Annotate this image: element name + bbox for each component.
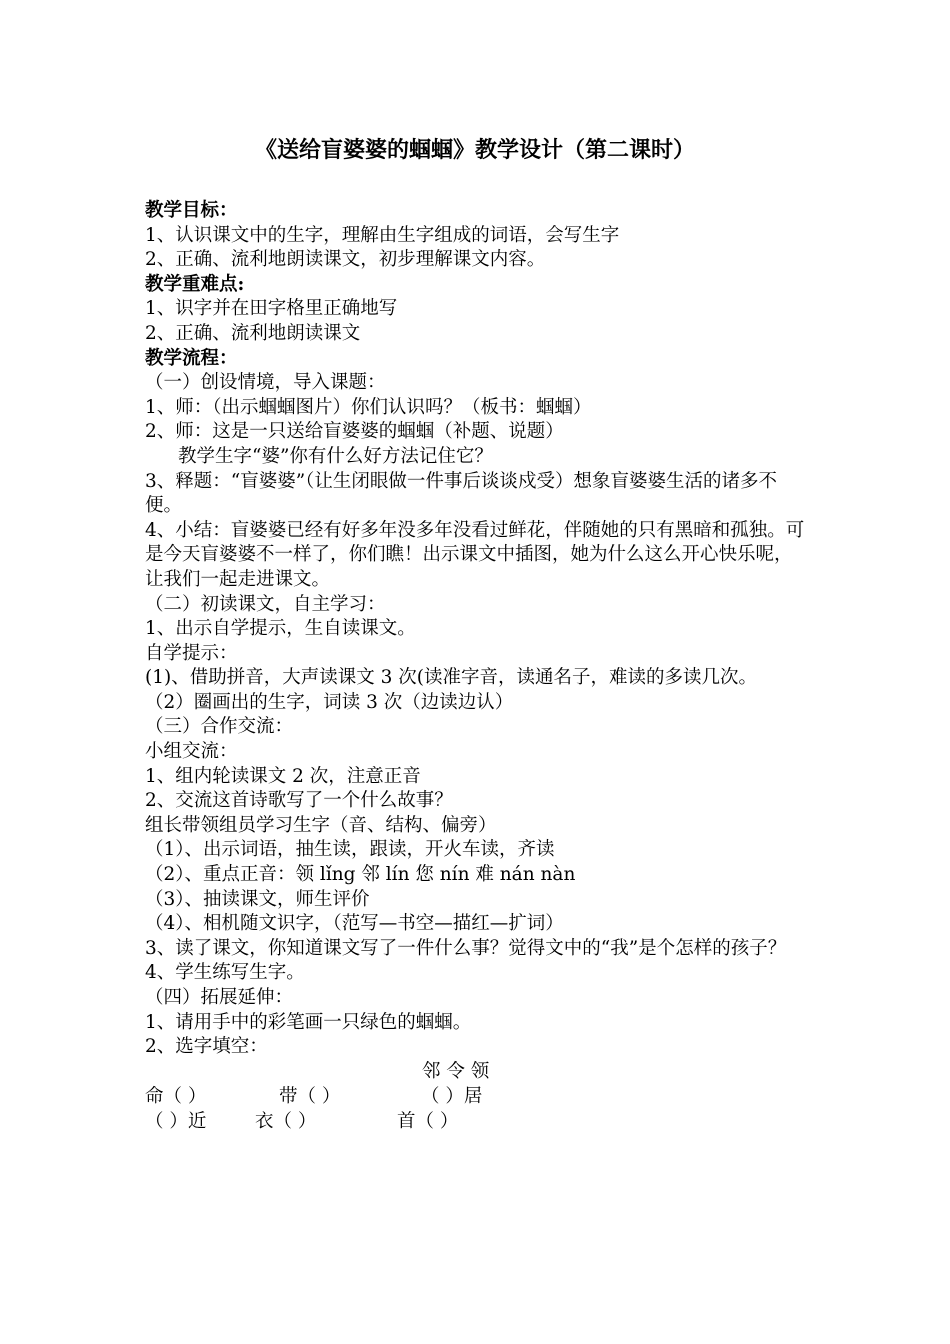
section-heading: （三）合作交流： — [145, 716, 294, 738]
paragraph-line: 组长带领组员学习生字（音、结构、偏旁） — [145, 814, 497, 836]
paragraph-line: （3）、抽读课文，师生评价 — [145, 888, 370, 910]
page-title: 《送给盲婆婆的蝈蝈》教学设计（第二课时） — [254, 137, 695, 163]
key-point-item: 1、识字并在田字格里正确地写 — [145, 298, 398, 320]
key-points-heading: 教学重难点: — [145, 273, 245, 295]
exercise-blank: 命（ ） — [145, 1085, 207, 1107]
paragraph-line: 小组交流： — [145, 741, 238, 763]
paragraph-line: 1、出示自学提示，生自读课文。 — [145, 618, 416, 640]
objective-item: 2、正确、流利地朗读课文，初步理解课文内容。 — [145, 249, 546, 271]
paragraph-line: （2）、重点正音：领 lǐng 邻 lín 您 nín 难 nán nàn — [145, 864, 576, 886]
exercise-blank: （ ）近 — [145, 1110, 207, 1132]
exercise-blank: 首（ ） — [397, 1110, 459, 1132]
paragraph-line: 2、交流这首诗歌写了一个什么故事？ — [145, 790, 453, 812]
paragraph-line: 2、师：这是一只送给盲婆婆的蝈蝈（补题、说题） — [145, 421, 564, 443]
section-heading: （一）创设情境，导入课题： — [145, 372, 386, 394]
paragraph-line: 1、请用手中的彩笔画一只绿色的蝈蝈。 — [145, 1011, 472, 1033]
paragraph-line: 教学生字“婆”你有什么好方法记住它？ — [178, 445, 493, 467]
section-heading: （四）拓展延伸： — [145, 987, 294, 1008]
paragraph-line: （1）、出示词语，抽生读，跟读，开火车读，齐读 — [145, 839, 555, 861]
document-body — [145, 199, 810, 1160]
paragraph-line: 4、小结：盲婆婆已经有好多年没多年没看过鲜花，伴随她的只有黑暗和孤独。可是今天盲婆婆不一样了，你们瞧！出示课文中插图，她为什么这么开心快乐呢，让我们一起走进课文。 — [145, 519, 805, 590]
paragraph-line: 1、组内轮读课文 2 次，注意正音 — [145, 765, 421, 787]
exercise-blank: 带（ ） — [279, 1085, 341, 1107]
exercise-blank: （ ）居 — [421, 1085, 483, 1107]
paragraph-line: 2、选字填空： — [145, 1036, 268, 1058]
objective-item: 1、认识课文中的生字，理解由生字组成的词语，会写生字 — [145, 224, 620, 246]
paragraph-line: （2）圈画出的生字，词读 3 次（边读边认） — [145, 691, 514, 713]
paragraph-line: 4、学生练写生字。 — [145, 962, 305, 984]
key-point-item: 2、正确、流利地朗读课文 — [145, 322, 361, 344]
exercise-choices: 邻 令 领 — [422, 1060, 490, 1082]
paragraph-line: （4）、相机随文识字，（范写—书空—描红—扩词） — [145, 913, 564, 935]
paragraph-line: 3、读了课文，你知道课文写了一件什么事？觉得文中的“我”是个怎样的孩子？ — [145, 937, 787, 959]
section-heading: （二）初读课文，自主学习： — [145, 593, 386, 615]
paragraph-line: 自学提示： — [145, 642, 238, 664]
paragraph-line: (1)、借助拼音，大声读课文 3 次(读准字音，读通名子，难读的多读几次。 — [145, 667, 757, 689]
exercise-blank: 衣（ ） — [255, 1110, 317, 1132]
fill-in-exercise — [145, 1060, 810, 1160]
process-heading: 教学流程： — [145, 347, 238, 369]
objectives-heading: 教学目标： — [145, 200, 238, 221]
paragraph-line: 1、师：（出示蝈蝈图片）你们认识吗？（板书：蝈蝈） — [145, 396, 592, 418]
paragraph-line: 3、释题：“盲婆婆”（让生闭眼做一件事后谈谈戍受）想象盲婆婆生活的诸多不便。 — [145, 470, 777, 517]
